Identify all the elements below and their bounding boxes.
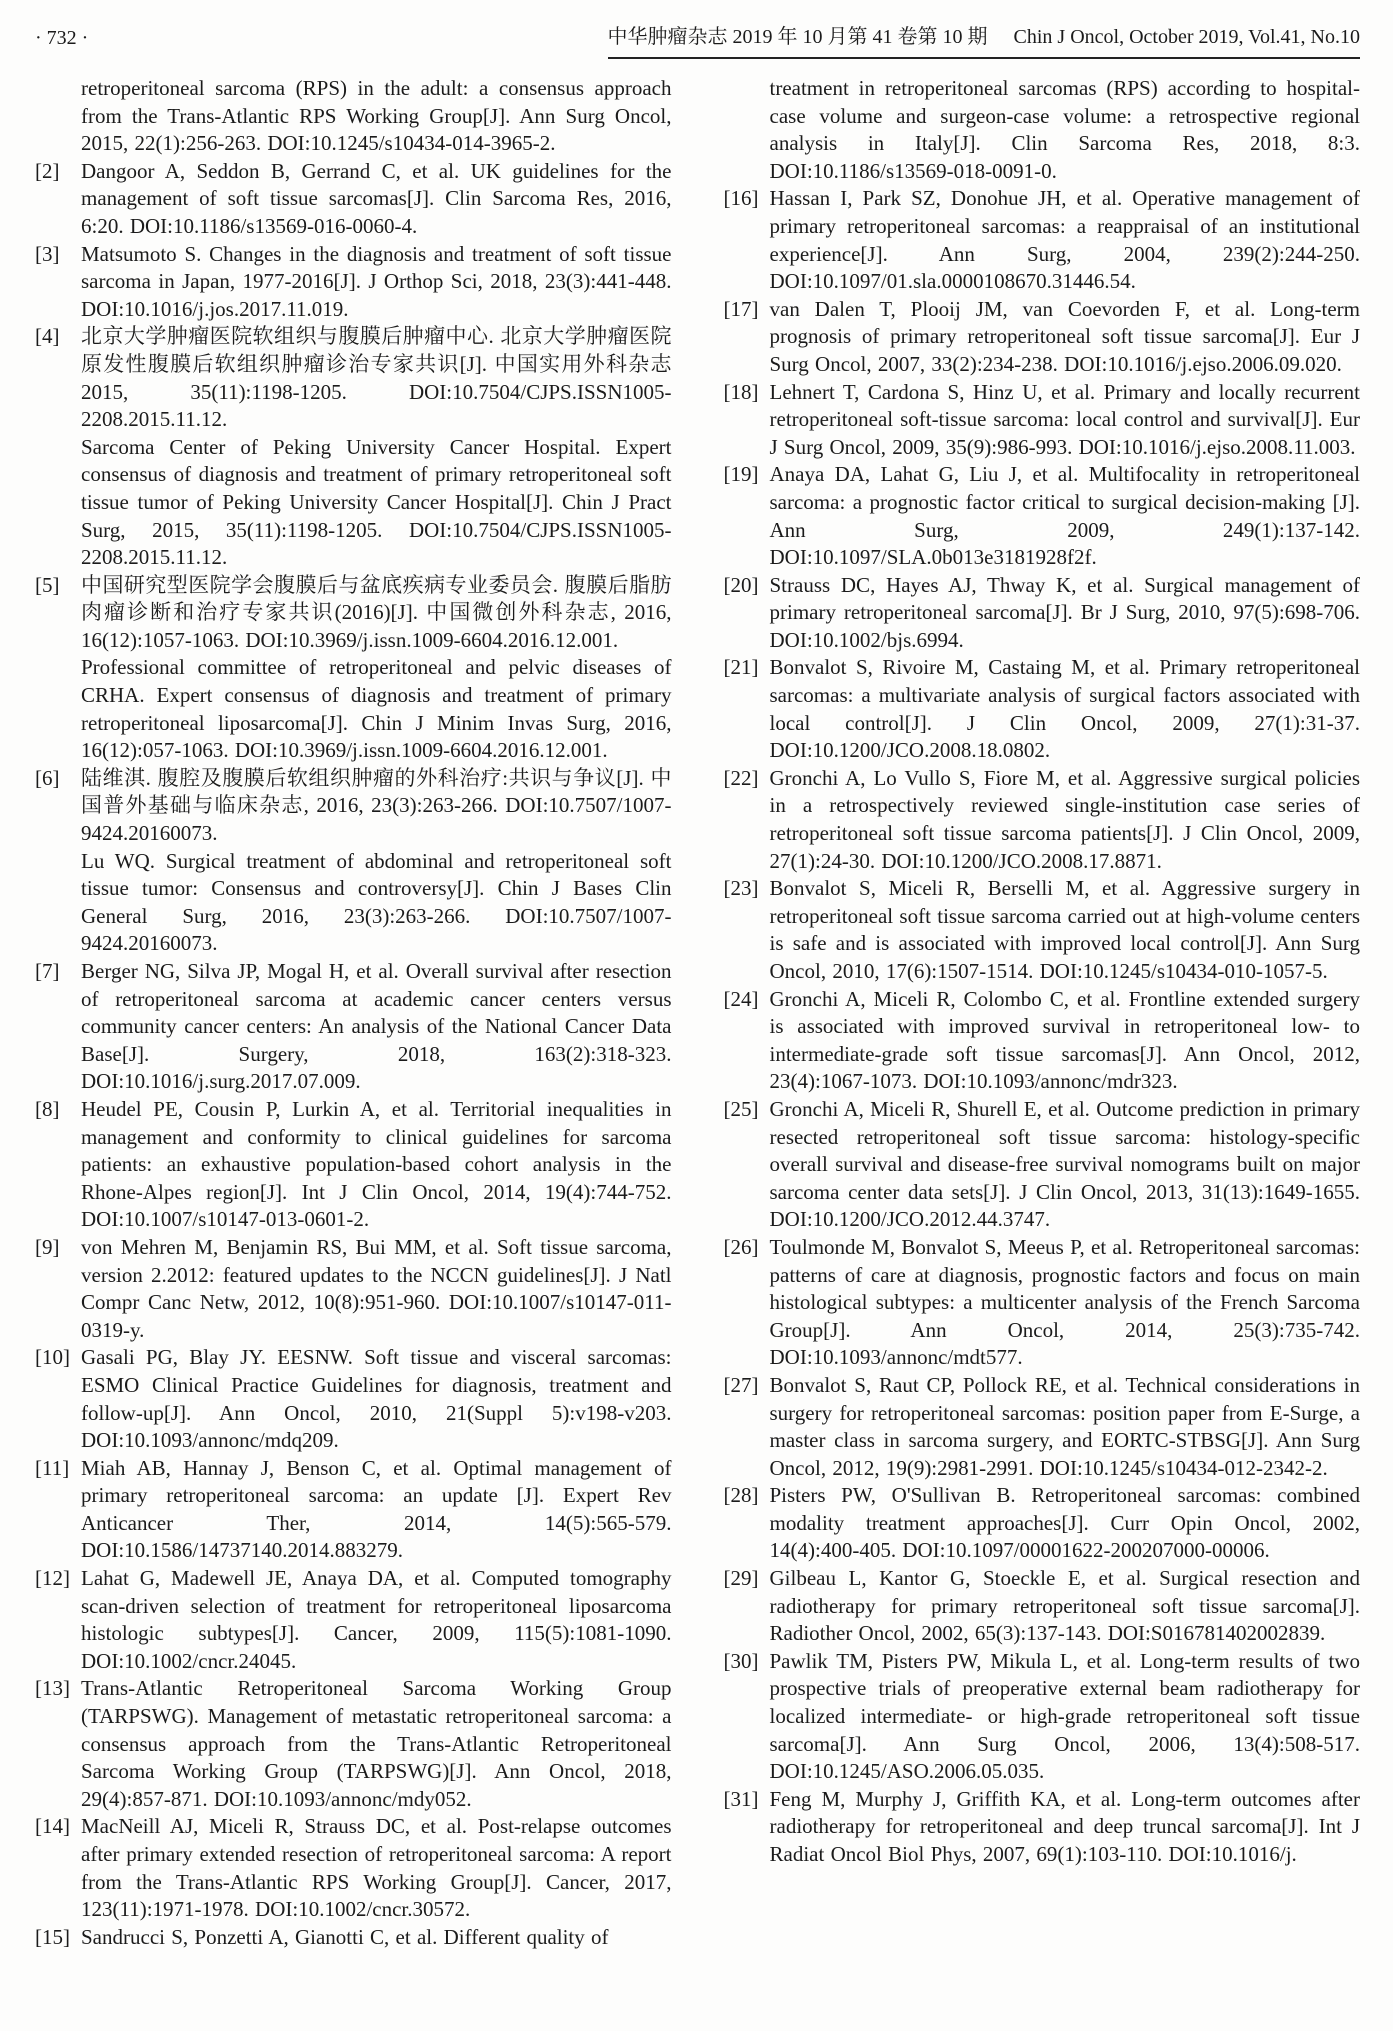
reference-text: Lahat G, Madewell JE, Anaya DA, et al. Computed tomography scan-driven selection of treatment for retroperitoneal liposarcoma histologic subtypes[J]. Cancer, 2009, 115(5):1081-1090. DOI:10.1002/cncr.24045.	[81, 1566, 672, 1673]
reference-item	[35, 1096, 672, 1234]
reference-item	[35, 572, 672, 655]
reference-text: Bonvalot S, Miceli R, Berselli M, et al. Aggressive surgery in retroperitoneal soft tissue sarcoma carried out at high-volume centers is safe and is associated with improved local control[J]. Ann Surg Oncol, 2010, 17(6):1507-1514. DOI:10.1245/s10434-010-1057-5.	[769, 876, 1360, 983]
reference-number	[35, 75, 81, 158]
reference-number	[35, 434, 81, 572]
reference-item	[724, 75, 1361, 185]
reference-number: [13]	[35, 1676, 70, 1701]
reference-item	[724, 461, 1361, 571]
reference-number: [25]	[723, 1096, 759, 1121]
reference-text: Lu WQ. Surgical treatment of abdominal and retroperitoneal soft tissue tumor: Consensus and controversy[J]. Chin J Bases Clin General Surg, 2016, 23(3):263-266. DOI:10.7507/1007-9424.20160073.	[81, 848, 672, 956]
reference-number: [8]	[35, 1096, 60, 1121]
reference-number: [14]	[35, 1814, 70, 1839]
page-header	[0, 0, 1393, 59]
reference-item	[35, 1675, 672, 1813]
page-number: · 732 ·	[35, 27, 89, 49]
reference-number: [2]	[35, 158, 60, 183]
reference-text: Bonvalot S, Raut CP, Pollock RE, et al. Technical considerations in surgery for retroperitoneal sarcomas: position paper from E-Surge, a master class in sarcoma surgery, and EORTC-STBSG[J]. Ann Surg Oncol, 2012, 19(9):2981-2991. DOI:10.1245/s10434-012-2342-2.	[769, 1372, 1360, 1480]
reference-text: treatment in retroperitoneal sarcomas (RPS) according to hospital-case volume and surgeon-case volume: a retrospective regional analysis in Italy[J]. Clin Sarcoma Res, 2018, 8:3. DOI:10.1186/s13569-018-0091-0.	[769, 76, 1360, 183]
reference-text: Gronchi A, Lo Vullo S, Fiore M, et al. Aggressive surgical policies in a retrospectively reviewed single-institution case series of retroperitoneal soft tissue sarcoma patients[J]. J Clin Oncol, 2009, 27(1):24-30. DOI:10.1200/JCO.2008.17.8871.	[769, 765, 1360, 873]
reference-item	[35, 1565, 672, 1675]
reference-number: [22]	[723, 765, 759, 790]
reference-number	[35, 654, 81, 764]
reference-item	[35, 1455, 672, 1565]
reference-number: [11]	[35, 1455, 70, 1480]
reference-number: [15]	[35, 1924, 70, 1949]
journal-title-cn: 中华肿瘤杂志 2019 年 10 月第 41 卷第 10 期	[607, 26, 988, 48]
reference-number: [30]	[723, 1648, 759, 1673]
reference-text: 北京大学肿瘤医院软组织与腹膜后肿瘤中心. 北京大学肿瘤医院原发性腹膜后软组织肿瘤诊治专家共识[J]. 中国实用外科杂志 2015, 35(11):1198-1205. DOI:10.7504/CJPS.ISSN1005-2208.2015.11.12.	[81, 324, 672, 432]
reference-number	[724, 75, 770, 185]
reference-number: [10]	[35, 1345, 70, 1370]
reference-text: Sandrucci S, Ponzetti A, Gianotti C, et al. Different quality of	[81, 1924, 609, 1949]
reference-text: Gronchi A, Miceli R, Shurell E, et al. Outcome prediction in primary resected retroperitoneal soft tissue sarcoma: histology-specific overall survival and disease-free survival nomograms built on major sarcoma center data sets[J]. J Clin Oncol, 2013, 31(13):1649-1655. DOI:10.1200/JCO.2012.44.3747.	[769, 1096, 1360, 1232]
reference-item	[35, 1813, 672, 1923]
references-section	[0, 59, 1393, 1951]
reference-text: Lehnert T, Cardona S, Hinz U, et al. Primary and locally recurrent retroperitoneal soft-tissue sarcoma: local control and survival[J]. Eur J Surg Oncol, 2009, 35(9):986-993. DOI:10.1016/j.ejso.2008.11.003.	[769, 379, 1360, 459]
reference-text: Hassan I, Park SZ, Donohue JH, et al. Operative management of primary retroperitoneal sarcomas: a reappraisal of an institutional experience[J]. Ann Surg, 2004, 239(2):244-250. DOI:10.1097/01.sla.0000108670.31446.54.	[769, 186, 1360, 294]
reference-text: Strauss DC, Hayes AJ, Thway K, et al. Surgical management of primary retroperitoneal sarcoma[J]. Br J Surg, 2010, 97(5):698-706. DOI:10.1002/bjs.6994.	[769, 572, 1360, 652]
reference-item	[35, 1234, 672, 1344]
reference-item	[724, 379, 1361, 462]
reference-text: 中国研究型医院学会腹膜后与盆底疾病专业委员会. 腹膜后脂肪肉瘤诊断和治疗专家共识(2016)[J]. 中国微创外科杂志, 2016, 16(12):1057-1063. DOI:10.3969/j.issn.1009-6604.2016.12.001.	[81, 572, 672, 652]
reference-text: Berger NG, Silva JP, Mogal H, et al. Overall survival after resection of retroperitoneal sarcoma at academic cancer centers versus community cancer centers: An analysis of the National Cancer Data Base[J]. Surgery, 2018, 163(2):318-323. DOI:10.1016/j.surg.2017.07.009.	[81, 959, 672, 1094]
reference-number: [28]	[723, 1483, 759, 1508]
reference-item	[724, 572, 1361, 655]
reference-text: MacNeill AJ, Miceli R, Strauss DC, et al. Post-relapse outcomes after primary extended resection of retroperitoneal sarcoma: A report from the Trans-Atlantic RPS Working Group[J]. Cancer, 2017, 123(11):1971-1978. DOI:10.1002/cncr.30572.	[81, 1814, 672, 1922]
reference-text: van Dalen T, Plooij JM, van Coevorden F, et al. Long-term prognosis of primary retroperitoneal soft tissue sarcoma[J]. Eur J Surg Oncol, 2007, 33(2):234-238. DOI:10.1016/j.ejso.2006.09.020.	[769, 296, 1360, 376]
reference-text: Pisters PW, O'Sullivan B. Retroperitoneal sarcomas: combined modality treatment approaches[J]. Curr Opin Oncol, 2002, 14(4):400-405. DOI:10.1097/00001622-200207000-00006.	[769, 1483, 1360, 1563]
reference-number: [21]	[723, 655, 759, 680]
reference-text: Professional committee of retroperitoneal and pelvic diseases of CRHA. Expert consensus of diagnosis and treatment of primary retroperitoneal liposarcoma[J]. Chin J Minim Invas Surg, 2016, 16(12):057-1063. DOI:10.3969/j.issn.1009-6604.2016.12.001.	[81, 655, 672, 763]
reference-item	[724, 1565, 1361, 1648]
reference-item	[35, 241, 672, 324]
reference-item	[724, 1786, 1361, 1869]
reference-number: [7]	[35, 959, 60, 983]
reference-number: [19]	[723, 462, 759, 487]
reference-number: [3]	[35, 241, 60, 266]
reference-text: Bonvalot S, Rivoire M, Castaing M, et al. Primary retroperitoneal sarcomas: a multivariate analysis of surgical factors associated with local control[J]. J Clin Oncol, 2009, 27(1):31-37. DOI:10.1200/JCO.2008.18.0802.	[769, 655, 1360, 763]
reference-item	[724, 875, 1361, 985]
journal-title	[608, 24, 1360, 59]
reference-text: retroperitoneal sarcoma (RPS) in the adult: a consensus approach from the Trans-Atlantic RPS Working Group[J]. Ann Surg Oncol, 2015, 22(1):256-263. DOI:10.1245/s10434-014-3965-2.	[81, 76, 672, 156]
reference-number	[35, 848, 81, 958]
reference-item	[35, 765, 672, 848]
reference-text: Sarcoma Center of Peking University Cancer Hospital. Expert consensus of diagnosis and treatment of primary retroperitoneal soft tissue tumor of Peking University Cancer Hospital[J]. Chin J Pract Surg, 2015, 35(11):1198-1205. DOI:10.7504/CJPS.ISSN1005-2208.2015.11.12.	[81, 434, 672, 570]
reference-item	[35, 158, 672, 241]
reference-item	[35, 848, 672, 958]
reference-number: [4]	[35, 324, 60, 349]
reference-number: [24]	[723, 986, 759, 1011]
reference-text: von Mehren M, Benjamin RS, Bui MM, et al. Soft tissue sarcoma, version 2.2012: featured updates to the NCCN guidelines[J]. J Natl Compr Canc Netw, 2012, 10(8):951-960. DOI:10.1007/s10147-011-0319-y.	[81, 1234, 672, 1342]
reference-text: 陆维淇. 腹腔及腹膜后软组织肿瘤的外科治疗:共识与争议[J]. 中国普外基础与临床杂志, 2016, 23(3):263-266. DOI:10.7507/1007-9424.20160073.	[81, 765, 672, 846]
reference-item	[35, 1344, 672, 1454]
reference-number: [23]	[723, 876, 759, 901]
reference-text: Anaya DA, Lahat G, Liu J, et al. Multifocality in retroperitoneal sarcoma: a prognostic factor critical to surgical decision-making [J]. Ann Surg, 2009, 249(1):137-142. DOI:10.1097/SLA.0b013e3181928f2f.	[769, 462, 1360, 570]
references-right-column	[724, 75, 1361, 1951]
reference-text: Gasali PG, Blay JY. EESNW. Soft tissue and visceral sarcomas: ESMO Clinical Practice Guidelines for diagnosis, treatment and follow-up[J]. Ann Oncol, 2010, 21(Suppl 5):v198-v203. DOI:10.1093/annonc/mdq209.	[81, 1345, 672, 1453]
reference-number: [17]	[723, 296, 759, 321]
reference-text: Heudel PE, Cousin P, Lurkin A, et al. Territorial inequalities in management and conformity to clinical guidelines for sarcoma patients: an exhaustive population-based cohort analysis in the Rhone-Alpes region[J]. Int J Clin Oncol, 2014, 19(4):744-752. DOI:10.1007/s10147-013-0601-2.	[81, 1096, 672, 1232]
reference-number: [31]	[723, 1786, 759, 1811]
reference-item	[35, 958, 672, 1096]
reference-number: [27]	[723, 1372, 759, 1397]
reference-text: Gronchi A, Miceli R, Colombo C, et al. Frontline extended surgery is associated with improved survival in retroperitoneal low- to intermediate-grade soft tissue sarcomas[J]. Ann Oncol, 2012, 23(4):1067-1073. DOI:10.1093/annonc/mdr323.	[769, 986, 1360, 1094]
reference-number: [20]	[723, 572, 759, 597]
journal-title-en: Chin J Oncol, October 2019, Vol.41, No.10	[1013, 26, 1360, 48]
reference-item	[35, 1924, 672, 1952]
reference-item	[724, 1372, 1361, 1482]
reference-text: Miah AB, Hannay J, Benson C, et al. Optimal management of primary retroperitoneal sarcoma: an update [J]. Expert Rev Anticancer Ther, 2014, 14(5):565-579. DOI:10.1586/14737140.2014.883279.	[81, 1455, 672, 1563]
reference-item	[724, 185, 1361, 295]
reference-item	[35, 75, 672, 158]
reference-item	[35, 323, 672, 433]
reference-number: [6]	[35, 765, 60, 790]
reference-text: Matsumoto S. Changes in the diagnosis and treatment of soft tissue sarcoma in Japan, 1977-2016[J]. J Orthop Sci, 2018, 23(3):441-448. DOI:10.1016/j.jos.2017.11.019.	[81, 241, 672, 321]
reference-item	[724, 986, 1361, 1096]
reference-number: [18]	[723, 379, 759, 404]
reference-number: [26]	[723, 1234, 759, 1259]
reference-text: Trans-Atlantic Retroperitoneal Sarcoma Working Group (TARPSWG). Management of metastatic retroperitoneal sarcoma: a consensus approach from the Trans-Atlantic Retroperitoneal Sarcoma Working Group (TARPSWG)[J]. Ann Oncol, 2018, 29(4):857-871. DOI:10.1093/annonc/mdy052.	[81, 1676, 672, 1811]
reference-text: Pawlik TM, Pisters PW, Mikula L, et al. Long-term results of two prospective trials of preoperative external beam radiotherapy for localized intermediate- or high-grade retroperitoneal soft tissue sarcoma[J]. Ann Surg Oncol, 2006, 13(4):508-517. DOI:10.1245/ASO.2006.05.035.	[769, 1648, 1360, 1784]
reference-item	[35, 434, 672, 572]
reference-text: Toulmonde M, Bonvalot S, Meeus P, et al. Retroperitoneal sarcomas: patterns of care at diagnosis, prognostic factors and focus on main histological subtypes: a multicenter analysis of the French Sarcoma Group[J]. Ann Oncol, 2014, 25(3):735-742. DOI:10.1093/annonc/mdt577.	[769, 1234, 1360, 1370]
reference-item	[724, 1234, 1361, 1372]
reference-item	[724, 1096, 1361, 1234]
reference-number: [9]	[35, 1234, 60, 1259]
references-left-column	[35, 75, 672, 1951]
reference-item	[724, 1482, 1361, 1565]
reference-number: [16]	[723, 186, 759, 211]
reference-item	[724, 765, 1361, 875]
reference-item	[724, 296, 1361, 379]
reference-text: Dangoor A, Seddon B, Gerrand C, et al. UK guidelines for the management of soft tissue sarcomas[J]. Clin Sarcoma Res, 2016, 6:20. DOI:10.1186/s13569-016-0060-4.	[81, 158, 672, 238]
reference-item	[724, 1648, 1361, 1786]
reference-item	[724, 654, 1361, 764]
reference-text: Feng M, Murphy J, Griffith KA, et al. Long-term outcomes after radiotherapy for retroperitoneal and deep truncal sarcoma[J]. Int J Radiat Oncol Biol Phys, 2007, 69(1):103-110. DOI:10.1016/j.	[769, 1786, 1360, 1866]
reference-item	[35, 654, 672, 764]
reference-number: [5]	[35, 572, 60, 597]
reference-number: [12]	[35, 1566, 70, 1591]
reference-number: [29]	[723, 1566, 759, 1591]
reference-text: Gilbeau L, Kantor G, Stoeckle E, et al. Surgical resection and radiotherapy for primary retroperitoneal soft tissue sarcoma[J]. Radiother Oncol, 2002, 65(3):137-143. DOI:S016781402002839.	[769, 1566, 1360, 1646]
